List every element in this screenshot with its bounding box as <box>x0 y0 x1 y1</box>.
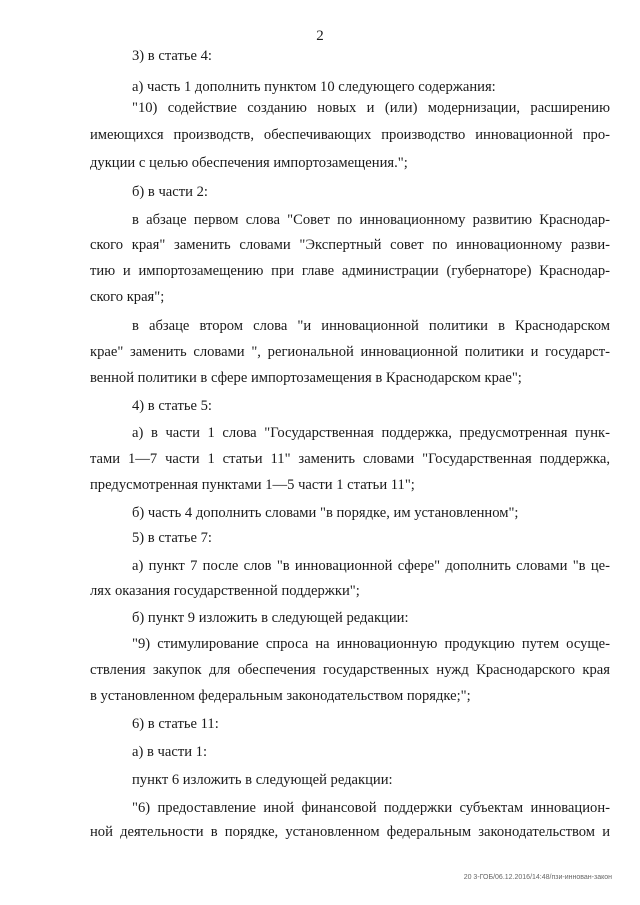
page-number: 2 <box>316 28 324 44</box>
text-line: венной политики в сфере импортозамещения в Краснодарском крае"; <box>90 370 522 386</box>
text-line: "6) предоставление иной финансовой поддержки субъектам инновацион- <box>132 800 610 816</box>
text-line: 6) в статье 11: <box>132 716 219 732</box>
text-line: в абзаце первом слова "Совет по инновационному развитию Краснодар- <box>132 212 610 228</box>
text-line: лях оказания государственной поддержки"; <box>90 583 360 599</box>
text-line: дукции с целью обеспечения импортозамещения."; <box>90 155 408 171</box>
text-line: ского края"; <box>90 289 165 305</box>
text-line: пункт 6 изложить в следующей редакции: <box>132 772 393 788</box>
text-line: а) в части 1: <box>132 744 208 760</box>
text-line: б) в части 2: <box>132 184 208 200</box>
text-line: предусмотренная пунктами 1—5 части 1 статьи 11"; <box>90 477 415 493</box>
text-line: "9) стимулирование спроса на инновационную продукцию путем осуще- <box>132 636 610 652</box>
text-line: крае" заменить словами ", региональной инновационной политики и государст- <box>90 344 610 360</box>
text-line: в установленном федеральным законодательством порядке;"; <box>90 688 471 704</box>
text-line: а) часть 1 дополнить пунктом 10 следующего содержания: <box>132 79 496 95</box>
text-line: ной деятельности в порядке, установленном федеральным законодательством и <box>90 824 610 840</box>
text-line: тами 1—7 части 1 статьи 11" заменить словами "Государственная поддержка, <box>90 451 610 467</box>
text-line: 5) в статье 7: <box>132 530 212 546</box>
text-line: а) пункт 7 после слов "в инновационной сфере" дополнить словами "в це- <box>132 558 610 574</box>
document-footer-stamp: 20 3-ГОБ/06.12.2016/14:48/пзи-иннован-закон <box>463 874 612 881</box>
text-line: 4) в статье 5: <box>132 398 212 414</box>
text-line: в абзаце втором слова "и инновационной политики в Краснодарском <box>132 318 610 334</box>
text-line: 3) в статье 4: <box>132 48 212 64</box>
text-line: имеющихся производств, обеспечивающих производство инновационной про- <box>90 127 610 143</box>
text-line: ствления закупок для обеспечения государственных нужд Краснодарского края <box>90 662 610 678</box>
text-line: а) в части 1 слова "Государственная поддержка, предусмотренная пунк- <box>132 425 610 441</box>
text-line: б) часть 4 дополнить словами "в порядке, им установленном"; <box>132 505 519 521</box>
text-line: тию и импортозамещению при главе администрации (губернаторе) Краснодар- <box>90 263 610 279</box>
text-line: "10) содействие созданию новых и (или) модернизации, расширению <box>132 100 610 116</box>
text-line: ского края" заменить словами "Экспертный совет по инновационному разви- <box>90 237 610 253</box>
text-line: б) пункт 9 изложить в следующей редакции: <box>132 610 409 626</box>
